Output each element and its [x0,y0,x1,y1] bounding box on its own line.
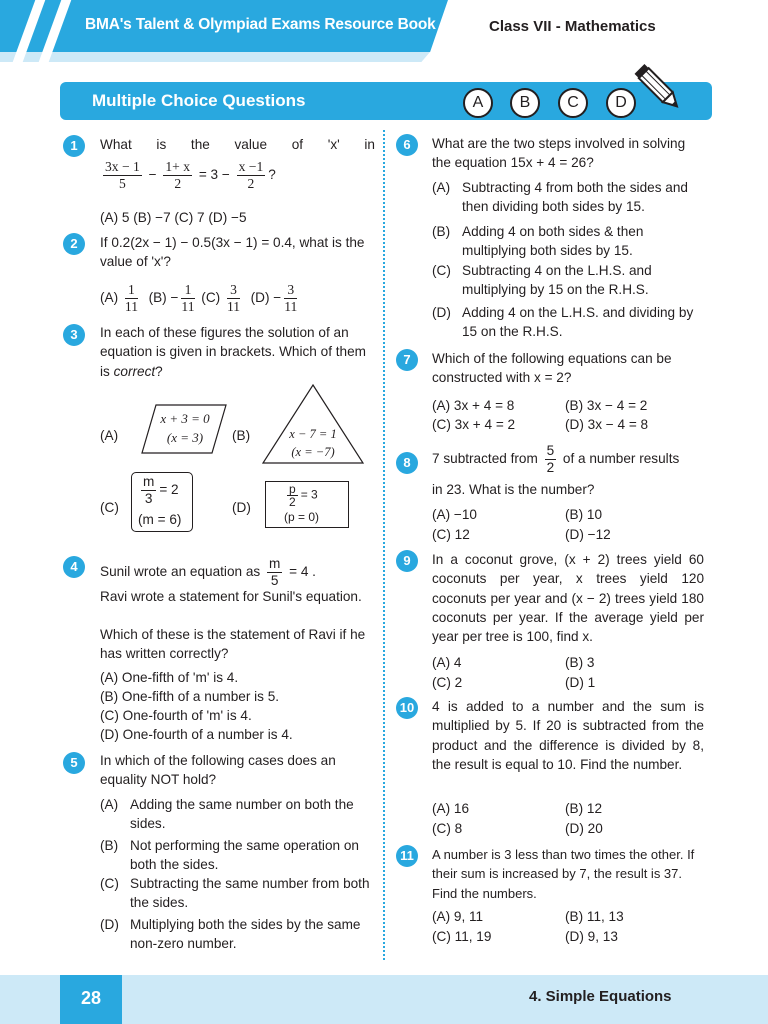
section-title: Multiple Choice Questions [92,91,306,110]
option-a: (A) 16 [432,801,470,816]
question-text: If 0.2(2x − 1) − 0.5(3x − 1) = 0.4, what is the value of 'x'? [100,235,365,270]
option-b: (B) 3 [565,655,595,670]
figure-content [265,481,347,526]
chapter-title: 4. Simple Equations [529,988,672,1005]
figure-equation: x + 3 = 0 [160,411,210,426]
page-number: 28 [60,975,122,1024]
figure-solution: (m = 6) [138,512,182,527]
pencil-icon [630,58,690,118]
figure-solution: (x = −7) [291,445,335,459]
option-c: Subtracting the same number from both the sides. [130,876,370,911]
figure-solution: (x = 3) [166,430,204,445]
option-c: (C) 3x + 4 = 2 [432,417,516,432]
option-b: (B) 12 [565,801,603,816]
option-a: (A) 4 [432,655,462,670]
figure-label: (C) [100,500,119,515]
option-circle-b: B [510,88,540,118]
question-text: In a coconut grove, (x + 2) trees yield 60 coconuts per year, x trees yield 120 coconuts per year and (x − 2) trees yield 180 coconuts per year. If the average yield per year per tree is 100, find x. [432,552,704,645]
question-text: What is the value of 'x' in [100,137,375,152]
question-text: in 23. What is the number? [432,482,595,497]
option-b: Not performing the same operation on both the sides. [130,838,359,873]
figure-label: (B) [232,428,251,443]
option-d: (D) 9, 13 [565,929,618,944]
option-a: (A) −10 [432,507,477,522]
question-text: Ravi wrote a statement for Sunil's equation. [100,589,362,604]
option-d: Multiplying both the sides by the same non-zero number. [130,917,361,952]
question-number: 1 [63,135,85,157]
option-label: (C) [100,876,119,891]
question-text: Which of these is the statement of Ravi if he has written correctly? [100,627,366,662]
header-underline [0,52,430,62]
question-text: A number is 3 less than two times the other. If their sum is increased by 7, the result is 37. Find the numbers. [432,847,695,901]
question-number: 3 [63,324,85,346]
option-d: (D) 1 [565,675,596,690]
book-title: BMA's Talent & Olympiad Exams Resource Book [85,16,436,33]
figure-equation: $\frac{p}{2}$ = 3 [289,482,318,509]
question-text: What are the two steps involved in solving the equation 15x + 4 = 26? [432,136,686,171]
option-c: (C) One-fourth of 'm' is 4. [100,708,252,723]
option-label: (D) [432,305,451,320]
option-a: Subtracting 4 from both the sides and then dividing both sides by 15. [462,180,688,215]
option-a: (A) 9, 11 [432,909,484,924]
option-circle-d: D [606,88,636,118]
option-label: (A) [432,180,451,195]
option-c: (C) 11, 19 [432,929,492,944]
question-number: 11 [396,845,418,867]
option-b: (B) 10 [565,507,603,522]
option-c: Subtracting 4 on the L.H.S. and multiplying by 15 on the R.H.S. [462,263,652,298]
question-number: 10 [396,697,418,719]
option-label: (A) [100,797,119,812]
class-subject: Class VII - Mathematics [489,18,656,35]
option-a: (A) One-fifth of 'm' is 4. [100,670,239,685]
question-equation: $\frac{3x - 1}{5}$ − $\frac{1+ x}{2}$ = 3 − $\frac{x -1}{2}$ ? [105,159,276,191]
figure-equation: $\frac{m}{3}$ = 2 [143,474,179,506]
figure-label: (A) [100,428,119,443]
option-b: (B) 3x − 4 = 2 [565,398,648,413]
options: (A) $\frac{1}{11}$ (B) − $\frac{1}{11}$ (C) $\frac{3}{11}$ (D) − $\frac{3}{11}$ [100,282,298,314]
option-c: (C) 12 [432,527,470,542]
option-b: Adding 4 on both sides & then multiplying both sides by 15. [462,224,644,259]
option-d: Adding 4 on the L.H.S. and dividing by 15 on the R.H.S. [462,305,694,340]
option-label: (C) [432,263,451,278]
option-label: (B) [100,838,119,853]
question-number: 4 [63,556,85,578]
option-c: (C) 2 [432,675,463,690]
option-a: (A) 3x + 4 = 8 [432,398,515,413]
question-number: 8 [396,452,418,474]
question-number: 7 [396,349,418,371]
question-text: Sunil wrote an equation as $\frac{m}{5}$ = 4 . [100,556,316,588]
question-text: 4 is added to a number and the sum is multiplied by 5. If 20 is subtracted from the product and the difference is divided by 8, the result is equal to 10. Find the number. [432,699,704,772]
question-text: 7 subtracted from $\frac{5}{2}$ of a number results [432,443,680,475]
question-number: 6 [396,134,418,156]
figure-equation: x − 7 = 1 [289,427,337,441]
question-text: In which of the following cases does an equality NOT hold? [100,753,336,788]
option-d: (D) −12 [565,527,611,542]
option-b: (B) 11, 13 [565,909,624,924]
option-a: Adding the same number on both the sides. [130,797,354,832]
question-number: 5 [63,752,85,774]
question-text: Which of the following equations can be constructed with x = 2? [432,351,672,386]
question-number: 2 [63,233,85,255]
figure-label: (D) [232,500,251,515]
option-d: (D) One-fourth of a number is 4. [100,727,293,742]
option-label: (B) [432,224,451,239]
question-number: 9 [396,550,418,572]
option-circle-c: C [558,88,588,118]
option-label: (D) [100,917,119,932]
option-c: (C) 8 [432,821,463,836]
option-d: (D) 3x − 4 = 8 [565,417,649,432]
option-circle-a: A [463,88,493,118]
options: (A) 5 (B) −7 (C) 7 (D) −5 [100,210,247,225]
option-d: (D) 20 [565,821,603,836]
question-text: In each of these figures the solution of an equation is given in brackets. Which of them is correct? [100,325,366,379]
column-divider [383,130,385,960]
figure-solution: (p = 0) [284,510,320,524]
option-b: (B) One-fifth of a number is 5. [100,689,280,704]
